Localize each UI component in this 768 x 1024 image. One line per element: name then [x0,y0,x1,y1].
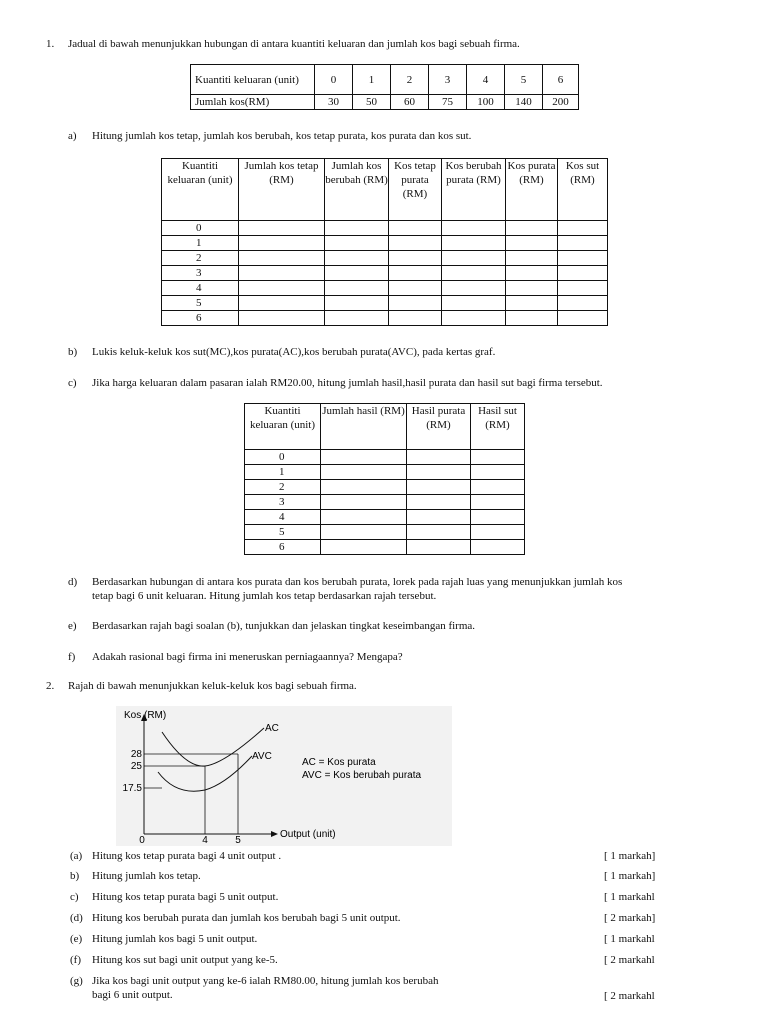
x-axis-title: Output (unit) [280,829,336,840]
q2-item-mark: [ 2 markahl [604,954,655,966]
q1a-empty-cell [442,266,506,281]
q1a-row [162,251,608,266]
q1a-empty-cell [239,236,325,251]
q1-qty-cell: 6 [543,65,579,95]
q1a-empty-cell [325,266,389,281]
q1c-empty-cell [407,450,471,465]
y-tick-25: 25 [130,761,142,772]
q1c-header: Hasil purata (RM) [407,404,471,450]
q1c-empty-cell [321,465,407,480]
q2-item-mark: [ 1 markahl [604,891,655,903]
q1f-label: f) [68,651,76,663]
q1a-header: Kos sut (RM) [558,159,608,221]
q1a-empty-cell [558,296,608,311]
q1-cost-cell: 100 [467,95,505,110]
q1a-empty-cell [442,281,506,296]
q1a-row [162,221,608,236]
q1a-empty-cell [325,296,389,311]
q1c-quantity-cell: 3 [245,495,321,510]
q2-item-mark: [ 1 markah] [604,850,656,862]
q1c-empty-cell [407,510,471,525]
q2-item-label: (f) [70,954,81,966]
q1a-empty-cell [239,281,325,296]
q1-qty-cell: 3 [429,65,467,95]
q1c-empty-cell [321,480,407,495]
q1c-empty-cell [471,450,525,465]
q2-number: 2. [46,680,55,692]
q2-item-text: Hitung jumlah kos tetap. [92,870,201,882]
q1c-empty-cell [407,525,471,540]
q1a-header: Kos purata (RM) [506,159,558,221]
q1a-empty-cell [325,221,389,236]
q1c-empty-cell [471,480,525,495]
q2g-mark: [ 2 markahl [604,990,655,1002]
q1a-empty-cell [442,296,506,311]
q2-item-mark: [ 1 markahl [604,933,655,945]
q1c-quantity-cell: 6 [245,540,321,555]
x-tick-0: 0 [139,835,145,846]
q1-qty-cell: 2 [391,65,429,95]
q2-item-label: (a) [70,850,83,862]
q1e-text: Berdasarkan rajah bagi soalan (b), tunjukkan dan jelaskan tingkat keseimbangan firma. [92,620,476,632]
q2-item-text: Hitung jumlah kos bagi 5 unit output. [92,933,258,945]
q1a-empty-cell [506,236,558,251]
q2-item-mark: [ 1 markah] [604,870,656,882]
q1-number: 1. [46,38,55,50]
q1a-empty-cell [506,221,558,236]
q2g-line2: bagi 6 unit output. [92,989,173,1001]
q1c-header: Jumlah hasil (RM) [321,404,407,450]
q1a-empty-cell [506,296,558,311]
q1a-empty-cell [239,311,325,326]
x-tick-4: 4 [202,835,208,846]
q1c-empty-cell [321,450,407,465]
q2-item-text: Hitung kos tetap purata bagi 4 unit output . [92,850,282,862]
q1-cost-cell: 75 [429,95,467,110]
q1a-empty-cell [389,281,442,296]
q1a-empty-cell [506,266,558,281]
q1a-quantity-cell: 1 [162,236,239,251]
q2-item-label: (e) [70,933,83,945]
q1a-empty-cell [239,221,325,236]
q1b-text: Lukis keluk-keluk kos sut(MC),kos purata(AC),kos berubah purata(AVC), pada kertas graf. [92,346,496,358]
q1c-header: Kuantiti keluaran (unit) [245,404,321,450]
q1c-row [245,465,525,480]
q1a-empty-cell [442,311,506,326]
q1c-quantity-cell: 5 [245,525,321,540]
q1a-quantity-cell: 6 [162,311,239,326]
q1a-empty-cell [325,251,389,266]
q1f-text: Adakah rasional bagi firma ini meneruskan perniagaannya? Mengapa? [92,651,403,663]
q1a-row [162,296,608,311]
q1-cost-cell: 140 [505,95,543,110]
q1a-empty-cell [558,221,608,236]
q1a-empty-cell [325,236,389,251]
y-tick-28: 28 [130,749,142,760]
q1c-empty-cell [471,510,525,525]
q1c-quantity-cell: 1 [245,465,321,480]
q1a-empty-cell [389,311,442,326]
q1c-empty-cell [407,480,471,495]
y-axis-title: Kos (RM) [124,710,167,721]
q2g-label: (g) [70,975,83,987]
q1a-empty-cell [558,266,608,281]
q1-intro: Jadual di bawah menunjukkan hubungan di antara kuantiti keluaran dan jumlah kos bagi sebuah firma. [68,38,520,50]
q1a-empty-cell [325,311,389,326]
q2-item-text: Hitung kos tetap purata bagi 5 unit output. [92,891,279,903]
q1a-empty-cell [506,281,558,296]
q1d-label: d) [68,576,78,588]
q2g-line1: Jika kos bagi unit output yang ke-6 ialah RM80.00, hitung jumlah kos berubah [92,975,439,987]
q1c-answer-table [244,403,525,555]
q1c-row [245,525,525,540]
q1-row-label-quantity: Kuantiti keluaran (unit) [191,65,315,95]
q1a-header: Jumlah kos berubah (RM) [325,159,389,221]
q1c-empty-cell [407,540,471,555]
q1a-empty-cell [389,266,442,281]
q1c-row [245,540,525,555]
q1-cost-table [190,64,579,110]
q1c-quantity-cell: 2 [245,480,321,495]
avc-label: AVC [252,751,272,762]
q1a-text: Hitung jumlah kos tetap, jumlah kos berubah, kos tetap purata, kos purata dan kos sut. [92,130,472,142]
q2-item-text: Hitung kos berubah purata dan jumlah kos berubah bagi 5 unit output. [92,912,401,924]
q1c-empty-cell [471,540,525,555]
q1a-header: Kos tetap purata (RM) [389,159,442,221]
legend-avc: AVC = Kos berubah purata [302,770,422,781]
q1-qty-cell: 4 [467,65,505,95]
q2-item-mark: [ 2 markah] [604,912,656,924]
q1c-row [245,495,525,510]
q1c-empty-cell [321,510,407,525]
q1a-row [162,266,608,281]
q1c-label: c) [68,377,77,389]
q1a-empty-cell [239,296,325,311]
q1-qty-cell: 1 [353,65,391,95]
q1a-empty-cell [325,281,389,296]
q1a-quantity-cell: 5 [162,296,239,311]
ac-label: AC [265,723,279,734]
q1c-row [245,450,525,465]
q1b-label: b) [68,346,78,358]
q1d-line1: Berdasarkan hubungan di antara kos purata dan kos berubah purata, lorek pada rajah luas yang menunjukkan jumlah kos [92,576,623,588]
q2-intro: Rajah di bawah menunjukkan keluk-keluk kos bagi sebuah firma. [68,680,357,692]
q1-row-label-cost: Jumlah kos(RM) [191,95,315,110]
q1a-row [162,281,608,296]
x-tick-5: 5 [235,835,241,846]
q1a-quantity-cell: 3 [162,266,239,281]
q1d-line2: tetap bagi 6 unit keluaran. Hitung jumlah kos tetap berdasarkan rajah tersebut. [92,590,437,602]
q1a-empty-cell [558,251,608,266]
q1c-header: Hasil sut (RM) [471,404,525,450]
q1a-empty-cell [239,266,325,281]
q1c-empty-cell [471,495,525,510]
q1a-empty-cell [558,311,608,326]
cost-curves-diagram [116,706,452,846]
q1a-quantity-cell: 0 [162,221,239,236]
q1a-empty-cell [389,236,442,251]
q1c-text: Jika harga keluaran dalam pasaran ialah RM20.00, hitung jumlah hasil,hasil purata dan hasil sut bagi firma tersebut. [92,377,603,389]
q1a-header: Kuantiti keluaran (unit) [162,159,239,221]
q1a-row [162,311,608,326]
q1a-answer-table [161,158,608,326]
q1-qty-cell: 5 [505,65,543,95]
q1a-quantity-cell: 2 [162,251,239,266]
q1c-row [245,480,525,495]
q1c-quantity-cell: 4 [245,510,321,525]
q1a-empty-cell [506,311,558,326]
q1a-empty-cell [558,236,608,251]
q1c-empty-cell [471,465,525,480]
q2-item-text: Hitung kos sut bagi unit output yang ke-5. [92,954,278,966]
q2-item-label: (d) [70,912,83,924]
q1a-quantity-cell: 4 [162,281,239,296]
q1a-empty-cell [442,251,506,266]
q1c-empty-cell [407,465,471,480]
q1a-header: Kos berubah purata (RM) [442,159,506,221]
q1-cost-cell: 30 [315,95,353,110]
q1-cost-cell: 60 [391,95,429,110]
q1c-empty-cell [321,525,407,540]
q1a-label: a) [68,130,77,142]
q2-item-label: c) [70,891,79,903]
q1a-empty-cell [389,221,442,236]
q1c-quantity-cell: 0 [245,450,321,465]
legend-ac: AC = Kos purata [302,757,376,768]
q1c-row [245,510,525,525]
q1c-empty-cell [321,540,407,555]
q1c-empty-cell [471,525,525,540]
q1a-empty-cell [558,281,608,296]
q2-item-label: b) [70,870,80,882]
q1c-empty-cell [407,495,471,510]
q1c-empty-cell [321,495,407,510]
q1-qty-cell: 0 [315,65,353,95]
q1a-empty-cell [442,236,506,251]
q1-cost-cell: 200 [543,95,579,110]
q1a-empty-cell [389,251,442,266]
q1a-header: Jumlah kos tetap (RM) [239,159,325,221]
y-tick-17-5: 17.5 [122,783,142,794]
q1a-empty-cell [442,221,506,236]
q1e-label: e) [68,620,77,632]
q1a-empty-cell [389,296,442,311]
q1a-row [162,236,608,251]
q1a-empty-cell [239,251,325,266]
q1a-empty-cell [506,251,558,266]
q1-cost-cell: 50 [353,95,391,110]
